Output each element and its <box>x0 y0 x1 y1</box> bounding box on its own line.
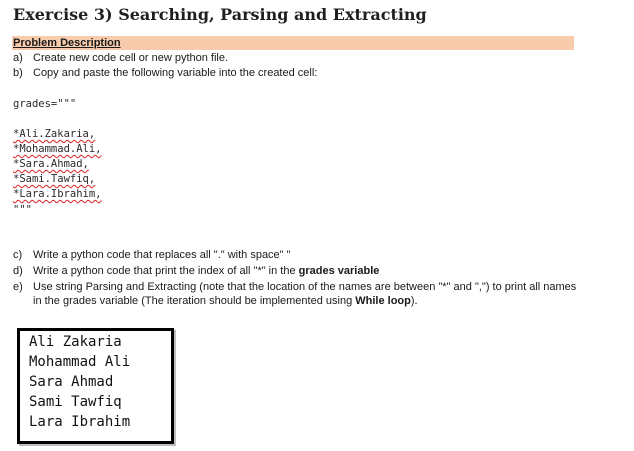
list-item-text: Write a python code that print the index of all "*" in the <box>33 265 299 277</box>
list-item-text: Copy and paste the following variable into the created cell: <box>33 67 318 79</box>
list-item-bold-text: While loop <box>355 295 411 307</box>
code-line-2 <box>13 142 102 157</box>
list-item-text-block <box>33 280 578 308</box>
list-item-text: Write a python code that replaces all "." with space" " <box>33 249 291 261</box>
list-item-b <box>13 66 317 80</box>
list-item-text-end: ). <box>410 295 418 307</box>
code-line-text: *Lara.Ibrahim, <box>13 188 102 200</box>
list-item-letter: c) <box>13 249 23 261</box>
code-line-text: *Ali.Zakaria, <box>13 128 96 140</box>
output-line: Mohammad Ali <box>29 354 131 370</box>
code-line-text: *Mohammad.Ali, <box>13 143 102 155</box>
list-item-letter: a) <box>13 52 23 64</box>
code-open-line: grades=""" <box>13 98 77 110</box>
code-line-5 <box>13 187 102 202</box>
list-item-a <box>13 51 228 65</box>
output-line: Ali Zakaria <box>29 334 122 350</box>
list-item-text: Create new code cell or new python file. <box>33 52 229 64</box>
output-line: Sara Ahmad <box>29 374 114 390</box>
list-item-e <box>13 280 583 308</box>
list-item-text: Use string Parsing and Extracting (note that the location of the names are between "*" and ",") to print all names in the grades variable (The iteration should be implemented using <box>33 281 577 307</box>
expected-output-box <box>17 328 174 444</box>
list-item-bold-text: grades variable <box>298 265 380 277</box>
code-line-text: *Sami.Tawfiq, <box>13 173 96 185</box>
list-item-letter: b) <box>13 67 23 79</box>
list-item-letter: e) <box>13 281 23 293</box>
code-line-text: *Sara.Ahmad, <box>13 158 89 170</box>
list-item-d <box>13 264 379 278</box>
list-item-c <box>13 248 291 262</box>
output-line: Sami Tawfiq <box>29 394 122 410</box>
exercise-title: Exercise 3) Searching, Parsing and Extracting <box>13 5 427 24</box>
code-line-3 <box>13 157 89 172</box>
output-line: Lara Ibrahim <box>29 414 131 430</box>
problem-description-heading: Problem Description <box>13 37 121 49</box>
code-close-line: """ <box>13 204 32 216</box>
code-line-4 <box>13 172 95 187</box>
list-item-letter: d) <box>13 265 23 277</box>
code-line-1 <box>13 127 95 142</box>
